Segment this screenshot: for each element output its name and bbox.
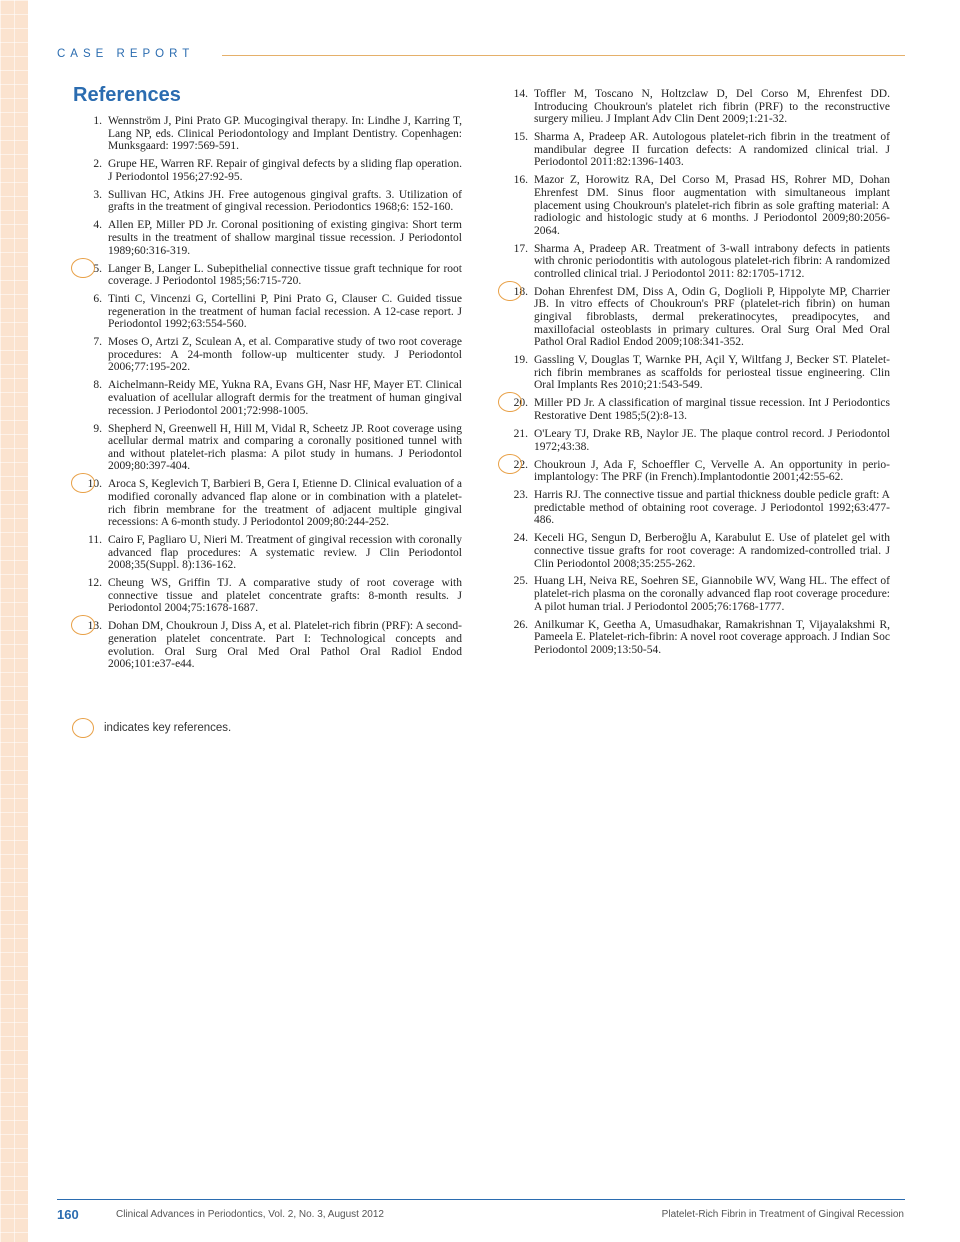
reference-text: Huang LH, Neiva RE, Soehren SE, Giannobile WV, Wang HL. The effect of platelet-rich plasma on the coronally advanced flap root coverage procedure: A pilot human trial. J Periodontol 2005;76:1768-1777. [534,575,890,613]
reference-item [74,115,462,153]
reference-number-label: 17. [513,242,528,255]
reference-number-label: 1. [93,115,102,127]
reference-number-label: 3. [93,188,102,201]
reference-number [500,354,528,392]
reference-number [74,336,102,374]
reference-number-label: 24. [513,532,528,545]
key-reference-circle-icon [498,281,522,301]
page-number: 160 [57,1207,79,1222]
reference-number [500,619,528,657]
journal-citation: Clinical Advances in Periodontics, Vol. 2, No. 3, August 2012 [116,1209,384,1220]
reference-number [74,158,102,183]
reference-number [500,88,528,126]
reference-text: Tinti C, Vincenzi G, Cortellini P, Pini Prato G, Clauser C. Guided tissue regeneration in the treatment of human facial recession. A 12-case report. J Periodontol 1992;63:554-560. [108,293,462,331]
reference-item [74,478,462,528]
section-label: CASE REPORT [57,48,195,60]
reference-number [74,379,102,417]
reference-number-label: 18. [513,285,528,298]
reference-item [500,532,890,570]
reference-number [500,428,528,453]
key-reference-circle-icon [498,454,522,474]
reference-item [500,286,890,349]
reference-text: Keceli HG, Sengun D, Berberoğlu A, Karabulut E. Use of platelet gel with connective tissue grafts for root coverage: A randomized-controlled trial. J Clin Periodontol 2008;35:255-262. [534,532,890,570]
reference-text: O'Leary TJ, Drake RB, Naylor JE. The plaque control record. J Periodontol 1972;43:38. [534,427,890,453]
reference-item [500,459,890,484]
reference-number-label: 13. [87,620,102,633]
reference-number [74,115,102,153]
reference-number [74,577,102,615]
reference-number-label: 9. [93,422,102,435]
reference-text: Mazor Z, Horowitz RA, Del Corso M, Prasad HS, Rohrer MD, Dohan Ehrenfest DM. Sinus floor augmentation with simultaneous implant placement using Choukroun's platelet-rich fibrin as sole grafting material: A radiologic and histologic study at 6 months. J Periodontol 2009;80:2056-2064. [534,174,890,237]
reference-number-label: 11. [88,534,102,547]
reference-text: Anilkumar K, Geetha A, Umasudhakar, Ramakrishnan T, Vijayalakshmi R, Pameela E. Platelet-rich-fibrin: A novel root coverage approach. J Indian Soc Periodontol 2009;13:50-54. [534,618,890,656]
reference-number-label: 12. [87,577,102,590]
reference-number-label: 16. [513,174,528,187]
reference-item [74,379,462,417]
reference-number [74,263,102,288]
reference-text: Langer B, Langer L. Subepithelial connective tissue graft technique for root coverage. J Periodontol 1985;56:715-720. [108,262,462,288]
reference-number [500,459,528,484]
reference-text: Sharma A, Pradeep AR. Autologous platelet-rich fibrin in the treatment of mandibular degree II furcation defects: A randomized clinical trial. J Periodontol 2011:82:1396-1403. [534,131,890,169]
reference-number-label: 6. [93,293,102,306]
reference-item [500,88,890,126]
reference-item [500,354,890,392]
references-column-right [500,88,890,662]
reference-number [500,243,528,281]
reference-number-label: 7. [93,336,102,349]
reference-item [74,219,462,257]
reference-number-label: 21. [513,427,528,440]
key-reference-legend [72,718,231,738]
reference-item [500,131,890,169]
reference-text: Toffler M, Toscano N, Holtzclaw D, Del Corso M, Ehrenfest DD. Introducing Choukroun's platelet rich fibrin (PRF) to the reconstructive surgery milieu. J Implant Adv Clin Dent 2009;1:21-32. [534,88,890,126]
reference-number [500,532,528,570]
reference-number [74,189,102,214]
reference-number-label: 2. [93,158,102,171]
running-title: Platelet-Rich Fibrin in Treatment of Gingival Recession [661,1209,904,1220]
reference-text: Grupe HE, Warren RF. Repair of gingival defects by a sliding flap operation. J Periodontol 1956;27:92-95. [108,158,462,183]
reference-item [500,619,890,657]
reference-number [74,219,102,257]
reference-text: Cairo F, Pagliaro U, Nieri M. Treatment of gingival recession with coronally advanced flap procedures: A systematic review. J Clin Periodontol 2008;35(Suppl. 8):136-162. [108,534,462,572]
reference-item [500,397,890,422]
reference-text: Choukroun J, Ada F, Schoeffler C, Vervelle A. An opportunity in perio-implantology: The PRF (in French).Implantodontie 2001;42:55-62. [534,458,890,484]
reference-number-label: 22. [513,458,528,471]
reference-item [74,577,462,615]
reference-number [74,423,102,473]
reference-text: Allen EP, Miller PD Jr. Coronal positioning of existing gingiva: Short term results in the treatment of shallow marginal tissue recession. J Periodontol 1989;60:316-319. [108,219,462,257]
reference-text: Shepherd N, Greenwell H, Hill M, Vidal R, Scheetz JP. Root coverage using acellular dermal matrix and comparing a coronally positioned tunnel with and without platelet-rich plasma: A pilot study in humans. J Periodontol 2009;80:397-404. [108,422,462,473]
decorative-side-strip [0,0,28,1242]
reference-text: Cheung WS, Griffin TJ. A comparative study of root coverage with connective tissue and platelet concentrate grafts: 8-month results. J Periodontol 2004;75:1678-1687. [108,577,462,615]
reference-item [74,263,462,288]
reference-number-label: 14. [513,88,528,100]
references-heading: References [73,84,181,106]
reference-number [500,575,528,613]
reference-number [500,286,528,349]
reference-item [74,158,462,183]
footer-rule [57,1199,905,1200]
references-column-left [74,115,462,676]
reference-number [74,293,102,331]
key-circle-icon [72,718,94,738]
legend-text: indicates key references. [104,722,232,734]
reference-number-label: 25. [513,575,528,588]
key-reference-circle-icon [71,258,95,278]
reference-text: Dohan DM, Choukroun J, Diss A, et al. Platelet-rich fibrin (PRF): A second-generation platelet concentrate. Part I: Technological concepts and evolution. Oral Surg Oral Med Oral Pathol Oral Radiol Endod 2006;101:e37-e44. [108,620,462,671]
reference-item [500,489,890,527]
reference-item [74,423,462,473]
reference-text: Miller PD Jr. A classification of marginal tissue recession. Int J Periodontics Restorative Dent 1985;5(2):8-13. [534,397,890,422]
reference-number-label: 26. [513,618,528,631]
reference-number-label: 19. [513,354,528,367]
reference-item [74,620,462,670]
reference-text: Moses O, Artzi Z, Sculean A, et al. Comparative study of two root coverage procedures: A 24-month follow-up multicenter study. J Periodontol 2006;77:195-202. [108,336,462,374]
reference-number-label: 4. [93,219,102,232]
reference-text: Sullivan HC, Atkins JH. Free autogenous gingival grafts. 3. Utilization of grafts in the treatment of gingival recession. Periodontics 1968;6: 152-160. [108,188,462,214]
reference-item [74,189,462,214]
reference-text: Sharma A, Pradeep AR. Treatment of 3-wall intrabony defects in patients with chronic periodontitis with autologous platelet-rich fibrin: A randomized controlled clinical trial. J Periodontol 2011: 82:1705-1712. [534,242,890,280]
reference-item [500,174,890,237]
reference-number-label: 8. [93,379,102,392]
reference-number-label: 23. [513,489,528,502]
reference-number [74,620,102,670]
reference-item [500,243,890,281]
reference-item [74,293,462,331]
reference-item [500,428,890,453]
reference-text: Dohan Ehrenfest DM, Diss A, Odin G, Doglioli P, Hippolyte MP, Charrier JB. In vitro effects of Choukroun's PRF (platelet-rich fibrin) on human gingival fibroblasts, dermal prekeratinocytes, preadipocytes, and maxillofacial osteoblasts in primary cultures. Oral Surg Oral Med Oral Pathol Oral Radiol Endod 2009;108:341-352. [534,285,890,349]
reference-number [74,534,102,572]
reference-number [500,397,528,422]
reference-item [500,575,890,613]
reference-number [74,478,102,528]
reference-number-label: 5. [93,262,102,275]
reference-number [500,131,528,169]
reference-text: Aichelmann-Reidy ME, Yukna RA, Evans GH, Nasr HF, Mayer ET. Clinical evaluation of acellular allograft dermis for the treatment of human gingival recession. J Periodontol 2001;72:998-1005. [108,379,462,417]
reference-number-label: 15. [513,131,528,144]
reference-number-label: 20. [513,397,528,410]
reference-text: Harris RJ. The connective tissue and partial thickness double pedicle graft: A predictable method of obtaining root coverage. J Periodontol 1992;63:477-486. [534,489,890,527]
reference-text: Gassling V, Douglas T, Warnke PH, Açil Y, Wiltfang J, Becker ST. Platelet-rich fibrin membranes as scaffolds for periosteal tissue engineering. Clin Oral Implants Res 2010;21:543-549. [534,354,890,392]
reference-item [74,534,462,572]
header-rule [222,55,905,56]
reference-item [74,336,462,374]
reference-number [500,174,528,237]
reference-text: Aroca S, Keglevich T, Barbieri B, Gera I, Etienne D. Clinical evaluation of a modified coronally advanced flap alone or in combination with a platelet-rich fibrin membrane for the treatment of adjacent multiple gingival recessions: A 6-month study. J Periodontol 2009;80:244-252. [108,478,462,529]
reference-number-label: 10. [87,478,102,491]
reference-number [500,489,528,527]
reference-text: Wennström J, Pini Prato GP. Mucogingival therapy. In: Lindhe J, Karring T, Lang NP, eds. Clinical Periodontology and Implant Dentistry. Copenhagen: Munksgaard: 1997:569-591. [108,115,462,153]
